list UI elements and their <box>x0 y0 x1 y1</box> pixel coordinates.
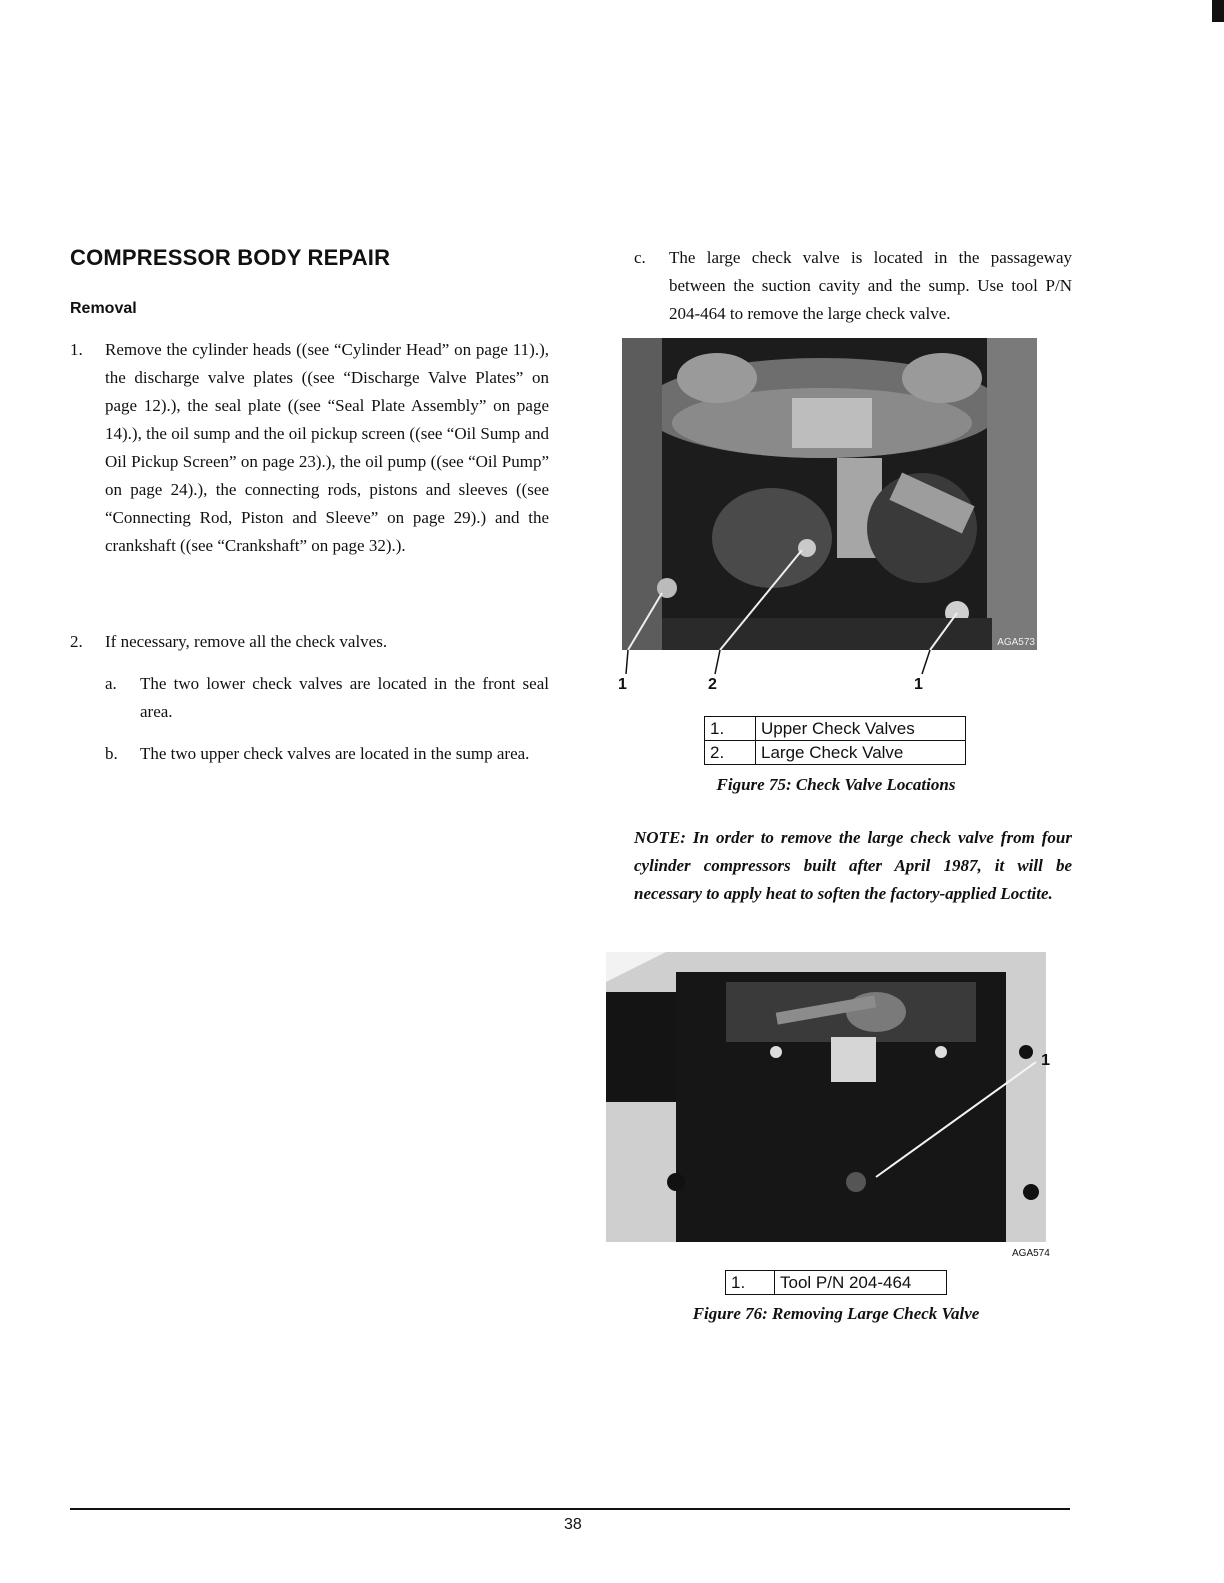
substep-letter: a. <box>105 674 117 693</box>
page-number: 38 <box>564 1516 582 1533</box>
callout-1: 1 <box>1041 1052 1050 1069</box>
image-tag: AGA573 <box>997 637 1035 648</box>
note-text: NOTE: In order to remove the large check valve from four cylinder compressors built after April 1987, it will be necessary to apply heat to soften the factory-applied Loctite. <box>634 828 1072 903</box>
callout-1: 1 <box>914 676 923 693</box>
legend-row <box>705 741 966 765</box>
callout-2: 2 <box>708 676 717 693</box>
substep-text: The two lower check valves are located in the front seal area. <box>140 674 549 721</box>
legend-label: Upper Check Valves <box>756 717 966 741</box>
step-number: 2. <box>70 632 83 651</box>
callout-leaders <box>600 650 1000 690</box>
subsection-heading: Removal <box>70 300 137 317</box>
tool-photo <box>606 952 1050 1242</box>
legend-row <box>705 717 966 741</box>
substep-letter: c. <box>634 248 646 267</box>
tool-illustration <box>606 952 1046 1242</box>
legend-label: Tool P/N 204-464 <box>775 1271 947 1295</box>
step-number: 1. <box>70 340 83 359</box>
step-text: If necessary, remove all the check valves. <box>105 632 388 651</box>
image-tag: AGA574 <box>1012 1248 1050 1259</box>
legend-num: 2. <box>705 741 756 765</box>
footer-rule <box>70 1508 1070 1510</box>
section-heading: COMPRESSOR BODY REPAIR <box>70 245 391 270</box>
substep-text: The two upper check valves are located in the sump area. <box>140 744 530 763</box>
figure-75-caption: Figure 75: Check Valve Locations <box>716 775 956 794</box>
legend-num: 1. <box>726 1271 775 1295</box>
figure-76-legend <box>725 1270 947 1295</box>
callout-1: 1 <box>618 676 627 693</box>
figure-76-caption: Figure 76: Removing Large Check Valve <box>692 1304 980 1323</box>
legend-label: Large Check Valve <box>756 741 966 765</box>
figure-75-legend <box>704 716 966 765</box>
substep-letter: b. <box>105 744 118 763</box>
corner-mark <box>1212 0 1224 22</box>
legend-row <box>726 1271 947 1295</box>
substep-text: The large check valve is located in the passageway between the suction cavity and the sump. Use tool P/N 204-464 to remove the large check valve. <box>669 248 1072 323</box>
legend-num: 1. <box>705 717 756 741</box>
check-valve-photo <box>622 338 1037 650</box>
compressor-illustration <box>622 338 1037 650</box>
step-text: Remove the cylinder heads ((see “Cylinder Head” on page 11).), the discharge valve plates ((see “Discharge Valve Plates” on page 12).), the seal plate ((see “Seal Plate Assembly” on page 14).), the oil sump and the oil pickup screen ((see “Oil Sump and Oil Pickup Screen” on page 23).), the oil pump ((see “Oil Pump” on page 24).), the connecting rods, pistons and sleeves ((see “Connecting Rod, Piston and Sleeve” on page 29).) and the crankshaft ((see “Crankshaft” on page 32).). <box>105 340 549 555</box>
